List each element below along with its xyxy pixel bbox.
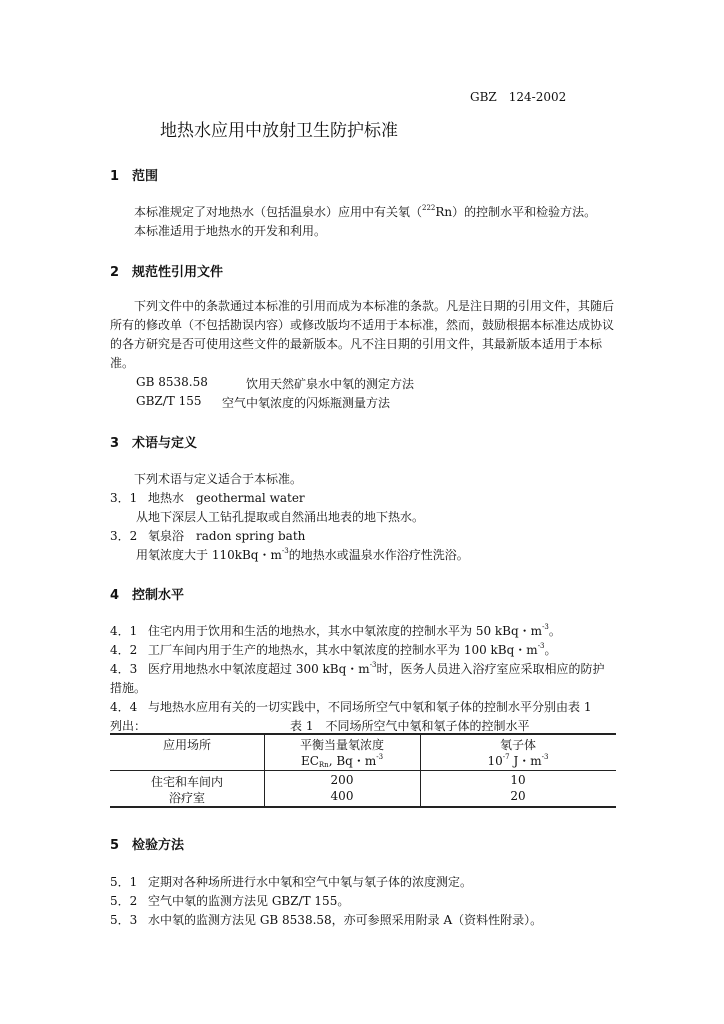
s3-intro: 下列术语与定义适合于本标准。	[134, 472, 303, 486]
header-progeny-label: 氡子体	[499, 738, 536, 752]
table-cell-eec: 200	[330, 773, 354, 787]
term-3-1-definition: 从地下深层人工钻孔提取或自然涌出地表的地下热水。	[136, 510, 425, 524]
clause-4-4: 4．4 与地热水应用有关的一切实践中，不同场所空气中氡和氡子体的控制水平分别由表 1	[110, 700, 592, 714]
table-cell-progeny: 20	[510, 789, 526, 803]
section-title: 检验方法	[132, 838, 185, 853]
header-progeny-unit: $10^{-7}$ J・$m^{-3}$	[487, 753, 549, 768]
table-cell-place: 住宅和车间内	[150, 775, 223, 789]
section-title: 术语与定义	[132, 436, 198, 451]
header-eec-unit: $EC_{Rn}$, Bq・$m^{-3}$	[300, 753, 384, 769]
section-number: 4	[110, 588, 120, 603]
section-title: 规范性引用文件	[132, 265, 224, 280]
reference-title: 空气中氡浓度的闪烁瓶测量方法	[222, 396, 391, 410]
section-number: 1	[110, 169, 120, 184]
section-4-heading	[110, 584, 184, 603]
table-top-rule	[110, 733, 616, 735]
clause-5-3: 5．3 水中氡的监测方法见 GB 8538.58，亦可参照采用附录 A（资料性附录）。	[110, 913, 543, 927]
clause-4-3: 4．3 医疗用地热水中氡浓度超过 300 kBq・$m^{-3}$时，医务人员进入浴疗室应采取相应的防护	[110, 661, 605, 676]
section-title: 范围	[132, 169, 159, 184]
reference-title: 饮用天然矿泉水中氡的测定方法	[246, 377, 415, 391]
section-3-heading	[110, 432, 197, 451]
reference-code: GB 8538.58	[136, 375, 208, 389]
table-cell-progeny: 10	[510, 773, 526, 787]
table-cell-eec: 400	[330, 789, 354, 803]
reference-code: GBZ/T 155	[136, 394, 202, 408]
section-number: 5	[110, 838, 120, 853]
term-3-2-definition: 用氡浓度大于 110kBq・$m^{-3}$的地热水或温泉水作浴疗性洗浴。	[136, 547, 469, 562]
table-header-rule	[110, 770, 616, 771]
clause-5-2: 5．2 空气中氡的监测方法见 GBZ/T 155。	[110, 894, 350, 908]
clause-4-3-continued: 措施。	[110, 681, 147, 695]
table-caption: 表 1 不同场所空气中氡和氡子体的控制水平	[290, 719, 530, 733]
clause-4-2: 4．2 工厂车间内用于生产的地热水，其水中氡浓度的控制水平为 100 kBq・$m^{-3}$。	[110, 642, 557, 657]
s1-paragraph-1: 本标准规定了对地热水（包括温泉水）应用中有关氡（$^{222}$Rn）的控制水平和检验方法。	[134, 204, 597, 219]
standard-code: GBZ 124-2002	[470, 90, 567, 104]
header-eec-label: 平衡当量氡浓度	[299, 738, 384, 752]
section-title: 控制水平	[132, 588, 185, 603]
s2-paragraph: 下列文件中的条款通过本标准的引用而成为本标准的条款。凡是注日期的引用文件，其随后所有的修改单（不包括勘误内容）或修改版均不适用于本标准，然而，鼓励根据本标准达成协议的各方研究是否可使用这些文件的最新版本。凡不注日期的引用文件，其最新版本适用于本标准。	[110, 299, 615, 370]
clause-4-4-continued: 列出：	[110, 719, 147, 733]
section-number: 2	[110, 265, 120, 280]
s1-paragraph-2: 本标准适用于地热水的开发和利用。	[134, 224, 327, 238]
clause-5-1: 5．1 定期对各种场所进行水中氡和空气中氡与氡子体的浓度测定。	[110, 875, 473, 889]
section-number: 3	[110, 436, 120, 451]
section-1-heading	[110, 165, 158, 184]
table-cell-place: 浴疗室	[168, 791, 205, 805]
table-bottom-rule	[110, 806, 616, 808]
section-2-heading	[110, 261, 223, 280]
header-place: 应用场所	[162, 738, 211, 752]
term-3-1: 3．1 地热水 geothermal water	[110, 491, 305, 505]
clause-4-1: 4．1 住宅内用于饮用和生活的地热水，其水中氡浓度的控制水平为 50 kBq・$m^{-3}$。	[110, 623, 561, 638]
term-3-2: 3．2 氡泉浴 radon spring bath	[110, 529, 306, 543]
section-5-heading	[110, 834, 184, 853]
document-title: 地热水应用中放射卫生防护标准	[160, 121, 398, 141]
